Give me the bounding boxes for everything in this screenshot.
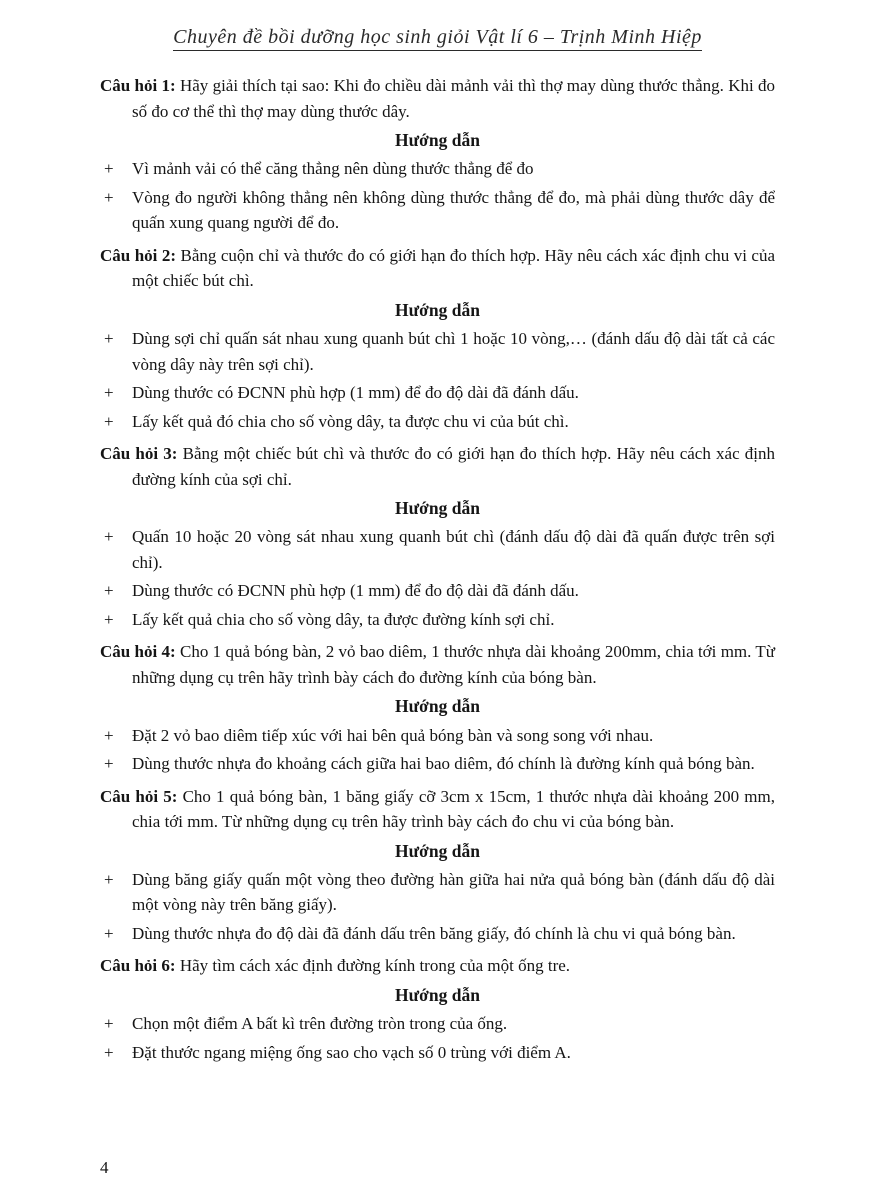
question-text: Cho 1 quả bóng bàn, 2 vỏ bao diêm, 1 thước nhựa dài khoảng 200mm, chia tới mm. Từ những dụng cụ trên hãy trình bày cách đo đường kính của bóng bàn. [132, 642, 775, 687]
plus-marker: + [104, 869, 114, 889]
bullet-text: Dùng thước nhựa đo khoảng cách giữa hai bao diêm, đó chính là đường kính quả bóng bàn. [132, 754, 755, 773]
bullet-text: Dùng băng giấy quấn một vòng theo đường hàn giữa hai nửa quả bóng bàn (đánh dấu độ dài một vòng này trên băng giấy). [132, 869, 775, 915]
guide-heading: Hướng dẫn [395, 840, 480, 861]
guide-heading: Hướng dẫn [395, 299, 480, 320]
question-label: Câu hỏi 6: [100, 956, 176, 976]
bullet-text: Lấy kết quả chia cho số vòng dây, ta được đường kính sợi chỉ. [132, 609, 555, 629]
question-text: Bằng cuộn chỉ và thước đo có giới hạn đo thích hợp. Hãy nêu cách xác định chu vi của một chiếc bút chì. [132, 245, 776, 291]
page-number: 4 [100, 1158, 109, 1177]
bullet-text: Đặt thước ngang miệng ống sao cho vạch số 0 trùng với điểm A. [132, 1042, 571, 1062]
question-text: Hãy giải thích tại sao: Khi đo chiều dài mảnh vải thì thợ may dùng thước thẳng. Khi đo số đo cơ thể thì thợ may dùng thước dây. [132, 76, 775, 121]
plus-marker: + [104, 923, 114, 943]
bullet-item [100, 578, 775, 604]
plus-marker: + [104, 411, 114, 431]
bullet-text: Quấn 10 hoặc 20 vòng sát nhau xung quanh bút chì (đánh dấu độ dài đã quấn được trên sợi chỉ). [132, 527, 775, 572]
bullet-item [100, 867, 775, 918]
plus-marker: + [104, 754, 114, 773]
question-text: Bằng một chiếc bút chì và thước đo có giới hạn đo thích hợp. Hãy nêu cách xác định đường kính của sợi chỉ. [132, 444, 776, 489]
bullet-item [100, 380, 775, 406]
plus-marker: + [104, 329, 114, 348]
question-paragraph [100, 243, 775, 294]
question-label: Câu hỏi 3: [100, 444, 178, 463]
bullet-item [100, 156, 775, 182]
bullet-text: Dùng sợi chỉ quấn sát nhau xung quanh bút chì 1 hoặc 10 vòng,… (đánh dấu độ dài tất cả các vòng dây này trên sợi chỉ). [132, 329, 775, 374]
bullet-item [100, 751, 775, 777]
question-text: Hãy tìm cách xác định đường kính trong của một ống tre. [179, 956, 571, 976]
bullet-item [100, 524, 775, 575]
question-label: Câu hỏi 4: [100, 642, 176, 662]
plus-marker: + [104, 527, 114, 547]
question-label: Câu hỏi 2: [100, 245, 177, 265]
header-title: Chuyên đề bồi dưỡng học sinh giỏi Vật lí 6 – Trịnh Minh Hiệp [173, 26, 702, 51]
plus-marker: + [104, 383, 114, 402]
guide-heading: Hướng dẫn [395, 130, 480, 150]
bullet-item [100, 326, 775, 377]
bullet-text: Chọn một điểm A bất kì trên đường tròn trong của ống. [132, 1014, 508, 1033]
question-paragraph [100, 73, 775, 124]
plus-marker: + [104, 725, 114, 745]
bullet-item [100, 1040, 775, 1066]
bullet-item [100, 409, 775, 435]
plus-marker: + [104, 1014, 114, 1033]
guide-heading: Hướng dẫn [395, 696, 480, 717]
document-content [100, 73, 775, 1065]
bullet-text: Dùng thước nhựa đo độ dài đã đánh dấu trên băng giấy, đó chính là chu vi quả bóng bàn. [132, 923, 736, 943]
bullet-text: Đặt 2 vỏ bao diêm tiếp xúc với hai bên quả bóng bàn và song song với nhau. [132, 725, 654, 745]
bullet-text: Vì mảnh vải có thể căng thẳng nên dùng thước thẳng để đo [132, 159, 534, 179]
question-label: Câu hỏi 5: [100, 786, 178, 806]
plus-marker: + [104, 581, 114, 601]
bullet-item [100, 723, 775, 749]
bullet-item [100, 921, 775, 947]
question-paragraph [100, 953, 775, 979]
question-paragraph [100, 441, 775, 492]
bullet-text: Vòng đo người không thẳng nên không dùng thước thẳng để đo, mà phải dùng thước dây để quấn xung quang người để đo. [132, 187, 775, 233]
bullet-item [100, 607, 775, 633]
question-label: Câu hỏi 1: [100, 76, 176, 95]
bullet-text: Lấy kết quả đó chia cho số vòng dây, ta được chu vi của bút chì. [132, 411, 569, 431]
question-paragraph [100, 639, 775, 690]
page-footer [100, 1158, 109, 1178]
plus-marker: + [104, 1042, 114, 1062]
bullet-text: Dùng thước có ĐCNN phù hợp (1 mm) để đo độ dài đã đánh dấu. [132, 383, 579, 402]
question-paragraph [100, 784, 775, 835]
bullet-item [100, 185, 775, 236]
plus-marker: + [104, 187, 114, 207]
plus-marker: + [104, 609, 114, 629]
plus-marker: + [104, 159, 114, 179]
guide-heading: Hướng dẫn [395, 498, 480, 518]
bullet-text: Dùng thước có ĐCNN phù hợp (1 mm) để đo độ dài đã đánh dấu. [132, 581, 579, 601]
bullet-item [100, 1011, 775, 1037]
page-header [100, 26, 775, 51]
question-text: Cho 1 quả bóng bàn, 1 băng giấy cỡ 3cm x 15cm, 1 thước nhựa dài khoảng 200 mm, chia tới mm. Từ những dụng cụ trên hãy trình bày cách đo chu vi của bóng bàn. [132, 786, 775, 831]
guide-heading: Hướng dẫn [395, 984, 480, 1005]
